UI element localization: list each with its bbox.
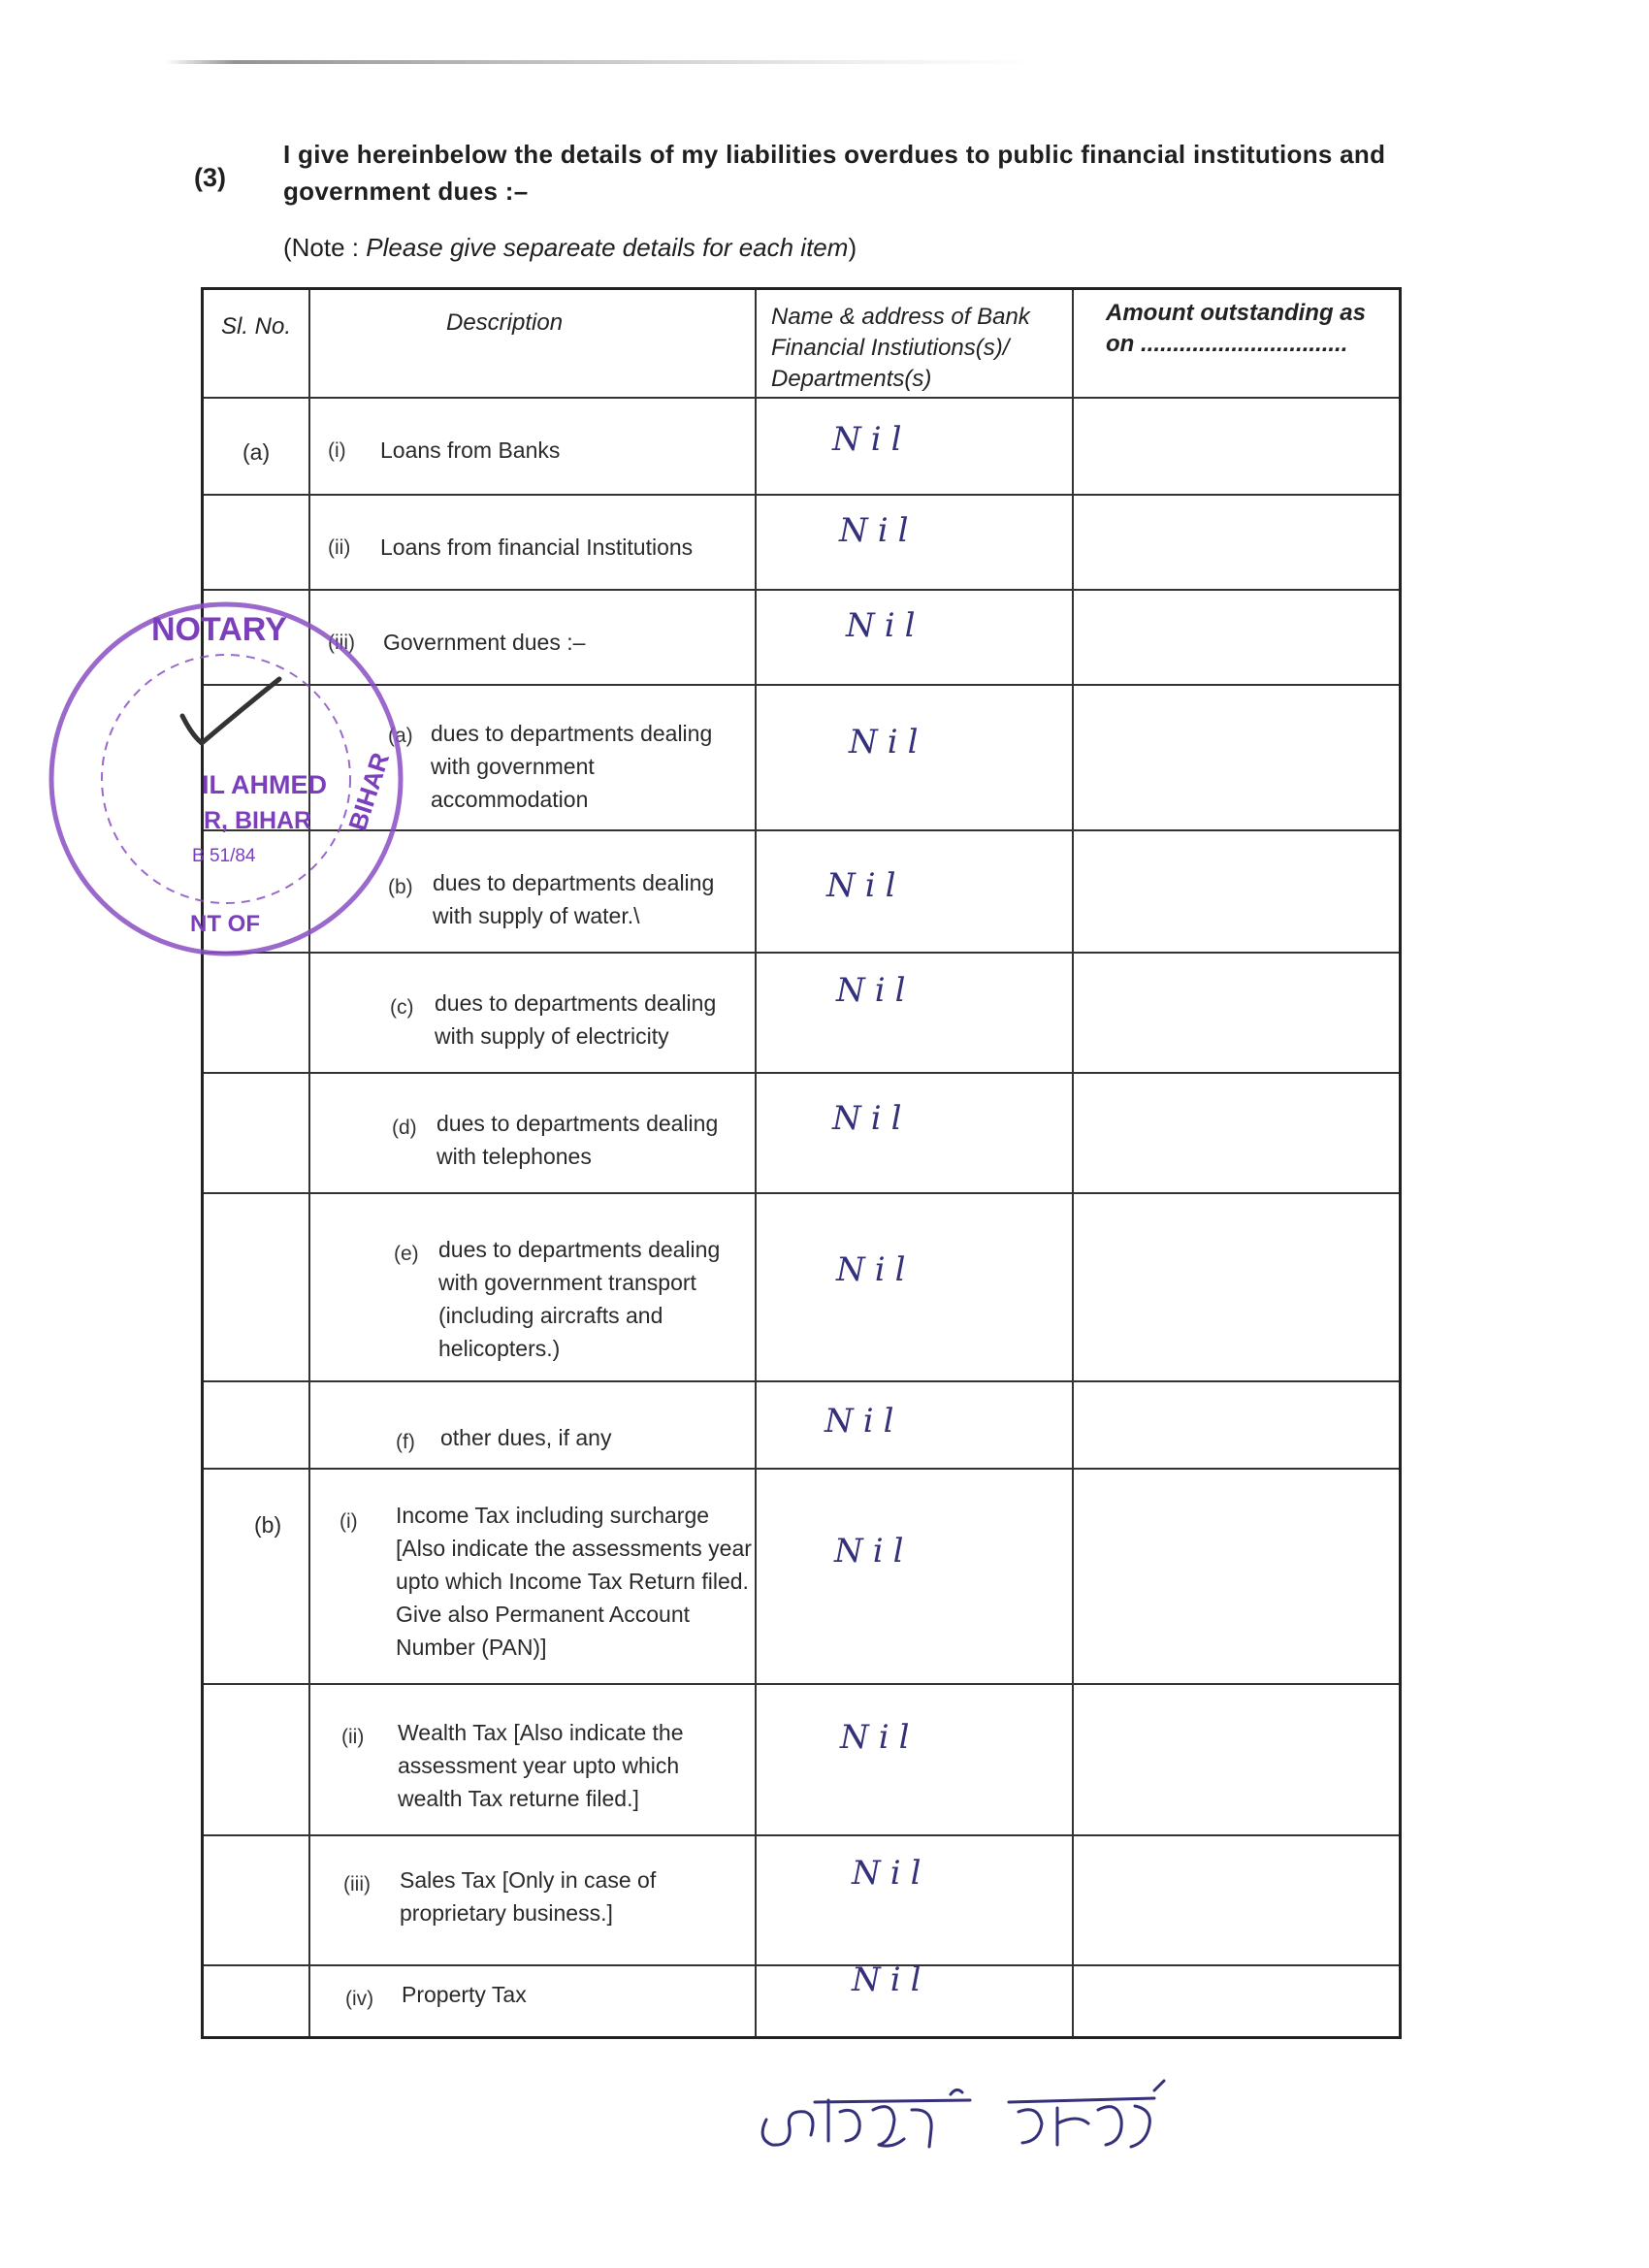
stamp-place-text: R, BIHAR [204, 807, 312, 834]
liabilities-table [201, 287, 1402, 2039]
row-index: (i) [340, 1510, 358, 1533]
row-divider [204, 1964, 1399, 1966]
row-index: (iv) [345, 1988, 374, 2010]
header-sl-no: Sl. No. [221, 313, 292, 340]
handwritten-entry: Nil [849, 723, 928, 761]
check-mark-icon [182, 679, 279, 743]
row-index: (ii) [341, 1726, 365, 1748]
handwritten-entry: Nil [839, 511, 919, 550]
row-index: (a) [388, 725, 413, 747]
row-index: (iii) [343, 1873, 371, 1895]
row-index: (e) [394, 1243, 419, 1265]
handwritten-entry: Nil [834, 1532, 914, 1571]
row-divider [204, 1192, 1399, 1194]
stamp-name-text: IL AHMED [202, 770, 328, 799]
row-index: (i) [328, 439, 346, 462]
handwritten-entry: Nil [836, 1250, 916, 1289]
row-sl: (b) [254, 1512, 282, 1538]
row-divider [204, 1072, 1399, 1074]
row-description: dues to departments dealing with government transport (including aircrafts and helicopters.) [438, 1237, 721, 1361]
row-divider [204, 397, 1399, 399]
handwritten-signature [747, 2052, 1232, 2168]
header-name-address: Name & address of Bank Financial Instiutions(s)/ Departments(s) [771, 304, 1030, 392]
row-index: (iii) [328, 632, 355, 654]
stamp-reg-text: B 51/84 [192, 846, 256, 866]
stamp-right-text: BIHAR [342, 749, 396, 834]
row-index: (c) [390, 996, 414, 1019]
row-description: other dues, if any [440, 1425, 612, 1450]
row-index: (f) [396, 1431, 415, 1453]
section-number: (3) [194, 163, 226, 192]
row-description: dues to departments dealing with telephones [436, 1111, 719, 1169]
row-divider [204, 1380, 1399, 1382]
handwritten-entry: Nil [836, 971, 916, 1010]
row-divider [204, 1834, 1399, 1836]
row-description: dues to departments dealing with government accommodation [431, 721, 713, 812]
section-paragraph: I give hereinbelow the details of my liabilities overdues to public financial institutions and government dues :– [283, 140, 1386, 206]
handwritten-entry: Nil [852, 1960, 931, 1999]
handwritten-entry: Nil [840, 1718, 920, 1757]
handwritten-entry: Nil [832, 420, 912, 459]
row-description: Property Tax [402, 1982, 527, 2007]
row-description: Wealth Tax [Also indicate the assessment year upto which wealth Tax returne filed.] [398, 1720, 684, 1811]
row-index: (d) [392, 1117, 417, 1139]
row-description: Government dues :– [383, 630, 586, 655]
row-description: Income Tax including surcharge [Also indicate the assessments year upto which Income Tax Return filed. Give also Permanent Account Number (PAN)] [396, 1503, 752, 1660]
row-sl: (a) [242, 439, 271, 465]
row-divider [204, 1683, 1399, 1685]
section-note: (Note : Please give separeate details for each item) [283, 233, 857, 262]
handwritten-entry: Nil [826, 866, 906, 905]
col-divider-3 [1072, 290, 1074, 2036]
handwritten-entry: Nil [852, 1854, 931, 1893]
stamp-bottom-text: NT OF [190, 911, 260, 937]
handwritten-entry: Nil [824, 1402, 904, 1441]
header-amount: Amount outstanding as on ................................ [1106, 300, 1366, 357]
row-divider [204, 494, 1399, 496]
row-description: Loans from financial Institutions [380, 535, 694, 560]
col-divider-1 [308, 290, 310, 2036]
row-divider [204, 1468, 1399, 1470]
row-index: (ii) [328, 536, 351, 559]
row-index: (b) [388, 876, 413, 898]
handwritten-entry: Nil [846, 606, 925, 645]
row-description: Loans from Banks [380, 437, 561, 463]
scan-artifact-line [165, 60, 1038, 64]
stamp-top-text: NOTARY [151, 611, 287, 648]
header-description: Description [446, 309, 564, 336]
col-divider-2 [755, 290, 757, 2036]
handwritten-entry: Nil [832, 1099, 912, 1138]
row-description: Sales Tax [Only in case of proprietary business.] [400, 1867, 657, 1926]
row-description: dues to departments dealing with supply of electricity [435, 990, 717, 1049]
notary-stamp [47, 590, 415, 968]
row-description: dues to departments dealing with supply of water.\ [433, 870, 715, 928]
